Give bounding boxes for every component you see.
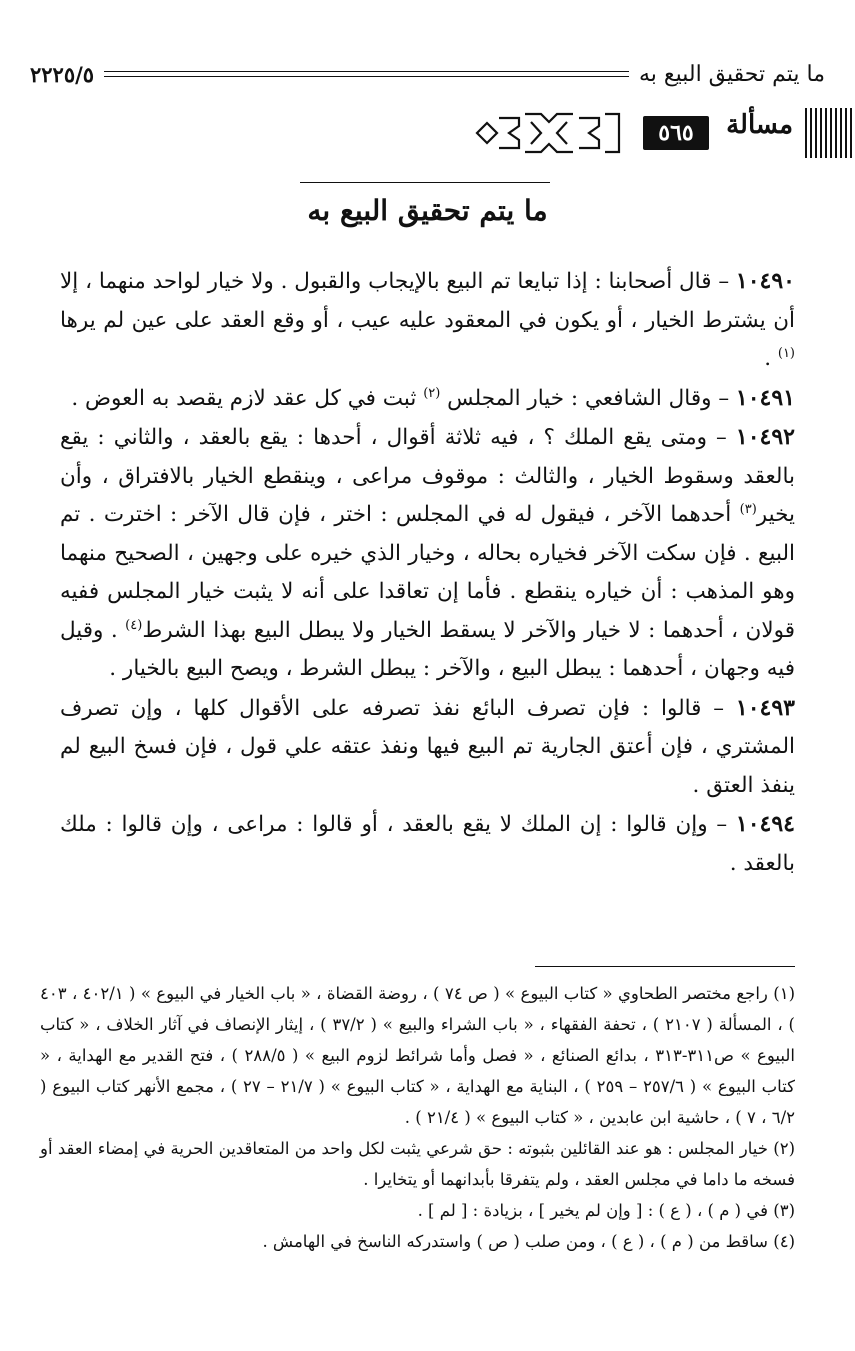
heading-rule [300,182,550,183]
paragraph-text: – قالوا : فإن تصرف البائع نفذ تصرفه على الأقوال كلها ، وإن تصرف المشتري ، فإن أعتق الجارية تم البيع فيها ونفذ عتقه علي قول ، فإن فسخ البيع لم ينفذ العتق . [60,695,795,798]
paragraph-number: ١٠٤٩٣ [735,694,795,721]
header-rule [104,71,629,77]
chapter-title: ما يتم تحقيق البيع به [307,194,548,227]
geometric-ornament-icon [469,108,629,158]
paragraph-text: – قال أصحابنا : إذا تبايعا تم البيع بالإيجاب والقبول . ولا خيار لواحد منهما ، إلا أن يشترط الخيار ، أو يكون في المعقود عليه عيب ، أو وقع العقد على عين لم يرها [60,269,795,333]
masala-label: مسألة [726,110,793,140]
paragraph-text: – وإن قالوا : إن الملك لا يقع بالعقد ، أو قالوا : مراعى ، وإن قالوا : ملك بالعقد . [60,812,795,876]
footnote: (٢) خيار المجلس : هو عند القائلين بثبوته : حق شرعي يثبت لكل واحد من المتعاقدين الحرية في إمضاء العقد أو فسخه ما داما في مجلس العقد ، ولم يتفرقا بأبدانهما أو يتخايرا . [40,1139,795,1189]
paragraph [60,689,795,806]
paragraph-tail: ثبت في كل عقد لازم يقصد به العوض . [71,385,424,411]
paragraph-text: – وقال الشافعي : خيار المجلس [440,385,736,411]
paragraph-tail: . [764,346,778,371]
footnote: (٣) في ( م ) ، ( ع ) : [ وإن لم يخير ] ، بزيادة : [ لم ] . [417,1201,795,1220]
paragraph-number: ١٠٤٩١ [735,384,795,411]
paragraph [60,418,795,689]
body-text [60,262,795,883]
paragraph [60,379,795,419]
paragraph-number: ١٠٤٩٤ [735,811,795,837]
masala-banner [0,106,855,158]
footnotes [40,978,795,1257]
footnote-ref[interactable]: (٤) [125,617,143,633]
footnote: (٤) ساقط من ( م ) ، ( ع ) ، ومن صلب ( ص ) واستدركه الناسخ في الهامش . [262,1232,795,1251]
footnote-ref[interactable]: (٢) [423,385,441,401]
paragraph-text: – ومتى يقع الملك ؟ ، فيه ثلاثة أقوال ، أحدها : يقع بالعقد ، والثاني : يقع بالعقد وسقوط الخيار ، والثالث : موقوف مراعى ، وينقطع الخيار بالافتراق ، وأن يخير [60,425,795,527]
footnote-ref[interactable]: (٣) [739,501,757,517]
paragraph-number: ١٠٤٩٠ [735,268,795,294]
paragraph-tail: أحدهما الآخر ، فيقول له في المجلس : اختر ، فإن قال الآخر : اخترت . تم البيع . فإن سكت الآخر فخياره بحاله ، وخيار الذي خيره على وجهين ، الصحيح منهما وهو المذهب : أن خياره ينقطع . فأما إن تعاقدا على أنه لا يثبت خيار المجلس ففيه قولان ، أحدهما : لا خيار والآخر لا يسقط الخيار ولا يبطل البيع بهذا الشرط [60,502,795,643]
page-reference: ٢٢٢٥/٥ [30,61,95,87]
footnote-rule [535,966,795,967]
paragraph-tail: . وقيل فيه وجهان ، أحدهما : يبطل البيع ، والآخر : يبطل الشرط ، ويصح البيع بالخيار . [60,617,795,681]
masala-number: ٥٦٥ [643,116,709,150]
paragraph [60,805,795,883]
footnote-ref[interactable]: (١) [777,345,795,361]
running-title: ما يتم تحقيق البيع به [638,61,825,87]
paragraph-number: ١٠٤٩٢ [735,424,795,450]
banner-bars-ornament [805,108,855,158]
paragraph [60,262,795,379]
running-header [30,54,825,94]
footnote: (١) راجع مختصر الطحاوي « كتاب البيوع » ( ص ٧٤ ) ، روضة القضاة ، « باب الخيار في البيوع » ( ٤٠٢/١ ، ٤٠٣ ) ، المسألة ( ٢١٠٧ ) ، تحفة الفقهاء ، « باب الشراء والبيع » ( ٣٧/٢ ) ، إيثار الإنصاف في آثار الخلاف ، « كتاب البيوع » ص٣١١-٣١٣ ، بدائع الصنائع ، « فصل وأما شرائط لزوم البيع » ( ٢٨٨/٥ ) ، فتح القدير مع الهداية ، « كتاب البيوع » ( ٢٥٧/٦ – ٢٥٩ ) ، البناية مع الهداية ، « كتاب البيوع » ( ٢١/٧ – ٢٧ ) ، مجمع الأنهر كتاب البيوع ( ٦/٢ ، ٧ ) ، حاشية ابن عابدين ، « كتاب البيوع » ( ٢١/٤ ) . [40,984,795,1127]
